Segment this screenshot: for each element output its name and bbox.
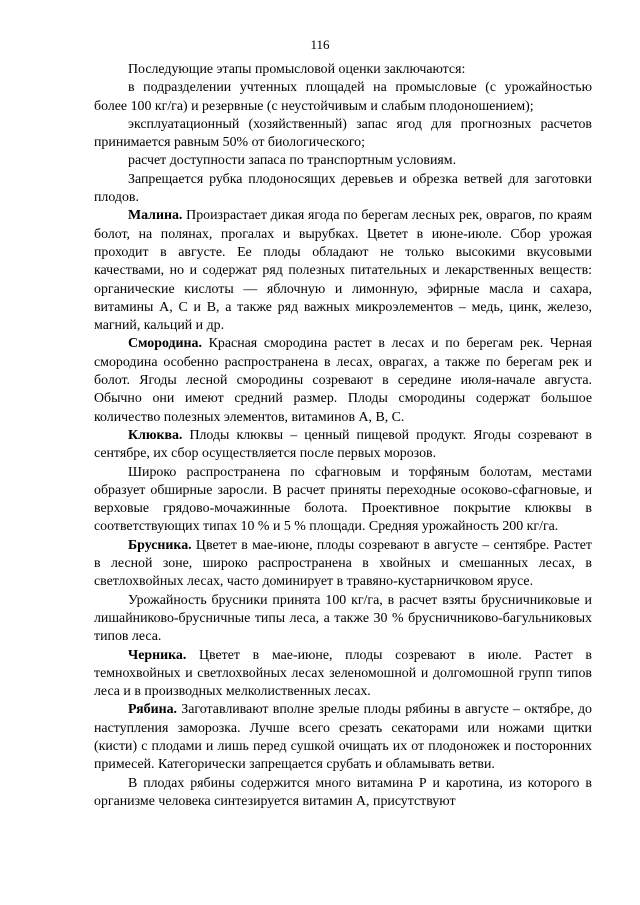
paragraph-lead: Рябина. bbox=[128, 702, 178, 718]
paragraph-lead: Клюква. bbox=[128, 427, 183, 443]
paragraph-blueberry bbox=[94, 647, 592, 702]
paragraph-text: Цветет в мае-июне, плоды созревают в июле. Растет в темнохвойных и светлохвойных лесах зеленомошной и долгомошной групп типов леса и в производных мелколиственных лесах. bbox=[94, 647, 592, 700]
paragraph-currant bbox=[94, 335, 592, 426]
paragraph bbox=[94, 775, 592, 812]
paragraph-text: Урожайность брусники принята 100 кг/га, в расчет взяты брусничниковые и лишайниково-брусничные типы леса, а также 30 % брусничниково-багульниковых типов леса. bbox=[94, 592, 592, 645]
paragraph bbox=[94, 171, 592, 208]
paragraph-lead: Черника. bbox=[128, 647, 187, 663]
paragraph-text: Заготавливают вполне зрелые плоды рябины в августе – октябре, до наступления заморозка. Лучше всего срезать секаторами или ножами щитки (кисти) с плодами и лишь перед сушкой очищать их от плодоножек и посторонних примесей. Категорически запрещается срубать и обламывать ветви. bbox=[94, 702, 592, 773]
paragraph bbox=[94, 152, 592, 170]
body-text bbox=[94, 61, 592, 811]
paragraph-text: Широко распространена по сфагновым и торфяным болотам, местами образует обширные заросли. В расчет приняты переходные осоково-сфагновые, и верховые грядово-мочажинные болота. Проективное покрытие клюквы в соответствующих типах 10 % и 5 % площади. Средняя урожайность 200 кг/га. bbox=[94, 464, 592, 535]
paragraph-text: Произрастает дикая ягода по берегам лесных рек, оврагов, по краям болот, на полянах, прогалах и вырубках. Цветет в июне-июле. Сбор урожая проходит в августе. Ее плоды обладают не только высокими вкусовыми качествами, но и содержат ряд полезных питательных и лекарственных веществ: органические кислоты — яблочную и лимонную, эфирные масла и сахара, витамины А, С и В, а также ряд важных микроэлементов – медь, цинк, железо, магний, кальций и др. bbox=[94, 208, 592, 334]
paragraph-text: Плоды клюквы – ценный пищевой продукт. Ягоды созревают в сентябре, их сбор осуществляется после первых морозов. bbox=[94, 427, 592, 462]
paragraph-text: расчет доступности запаса по транспортным условиям. bbox=[128, 153, 457, 169]
paragraph-text: Запрещается рубка плодоносящих деревьев и обрезка ветвей для заготовки плодов. bbox=[94, 171, 592, 206]
paragraph-lead: Смородина. bbox=[128, 336, 202, 352]
paragraph-text: Цветет в мае-июне, плоды созревают в августе – сентябре. Растет в лесной зоне, широко распространена в хвойных и смешанных лесах, в светлохвойных лесах, часто доминирует в травяно-кустарничковом ярусе. bbox=[94, 537, 592, 590]
paragraph-text: в подразделении учтенных площадей на промысловые (с урожайностью более 100 кг/га) и резервные (с неустойчивым и слабым плодоношением); bbox=[94, 80, 592, 114]
paragraph-text: Последующие этапы промысловой оценки заключаются: bbox=[128, 62, 466, 77]
paragraph-lead: Малина. bbox=[128, 208, 183, 224]
paragraph-text: Красная смородина растет в лесах и по берегам рек. Черная смородина особенно распространена в лесах, оврагах, а также по берегам рек и болот. Ягоды лесной смородины созревают в середине июля-начале августа. Обычно они имеют средний размер. Плоды смородины содержат большое количество полезных элементов, витаминов А, В, С. bbox=[94, 336, 592, 425]
paragraph bbox=[94, 592, 592, 647]
paragraph-rowan bbox=[94, 701, 592, 774]
paragraph-text: В плодах рябины содержится много витамина Р и каротина, из которого в организме человека синтезируется витамин А, присутствуют bbox=[94, 775, 592, 809]
paragraph-raspberry bbox=[94, 207, 592, 335]
paragraph-text: эксплуатационный (хозяйственный) запас ягод для прогнозных расчетов принимается равным 50% от биологического; bbox=[94, 116, 592, 151]
paragraph-lead: Брусника. bbox=[128, 537, 192, 553]
paragraph bbox=[94, 116, 592, 153]
paragraph-lingonberry bbox=[94, 537, 592, 592]
page-number: 116 bbox=[310, 37, 330, 52]
paragraph bbox=[94, 464, 592, 537]
paragraph-cranberry bbox=[94, 427, 592, 464]
paragraph bbox=[94, 79, 592, 116]
paragraph bbox=[94, 61, 592, 79]
